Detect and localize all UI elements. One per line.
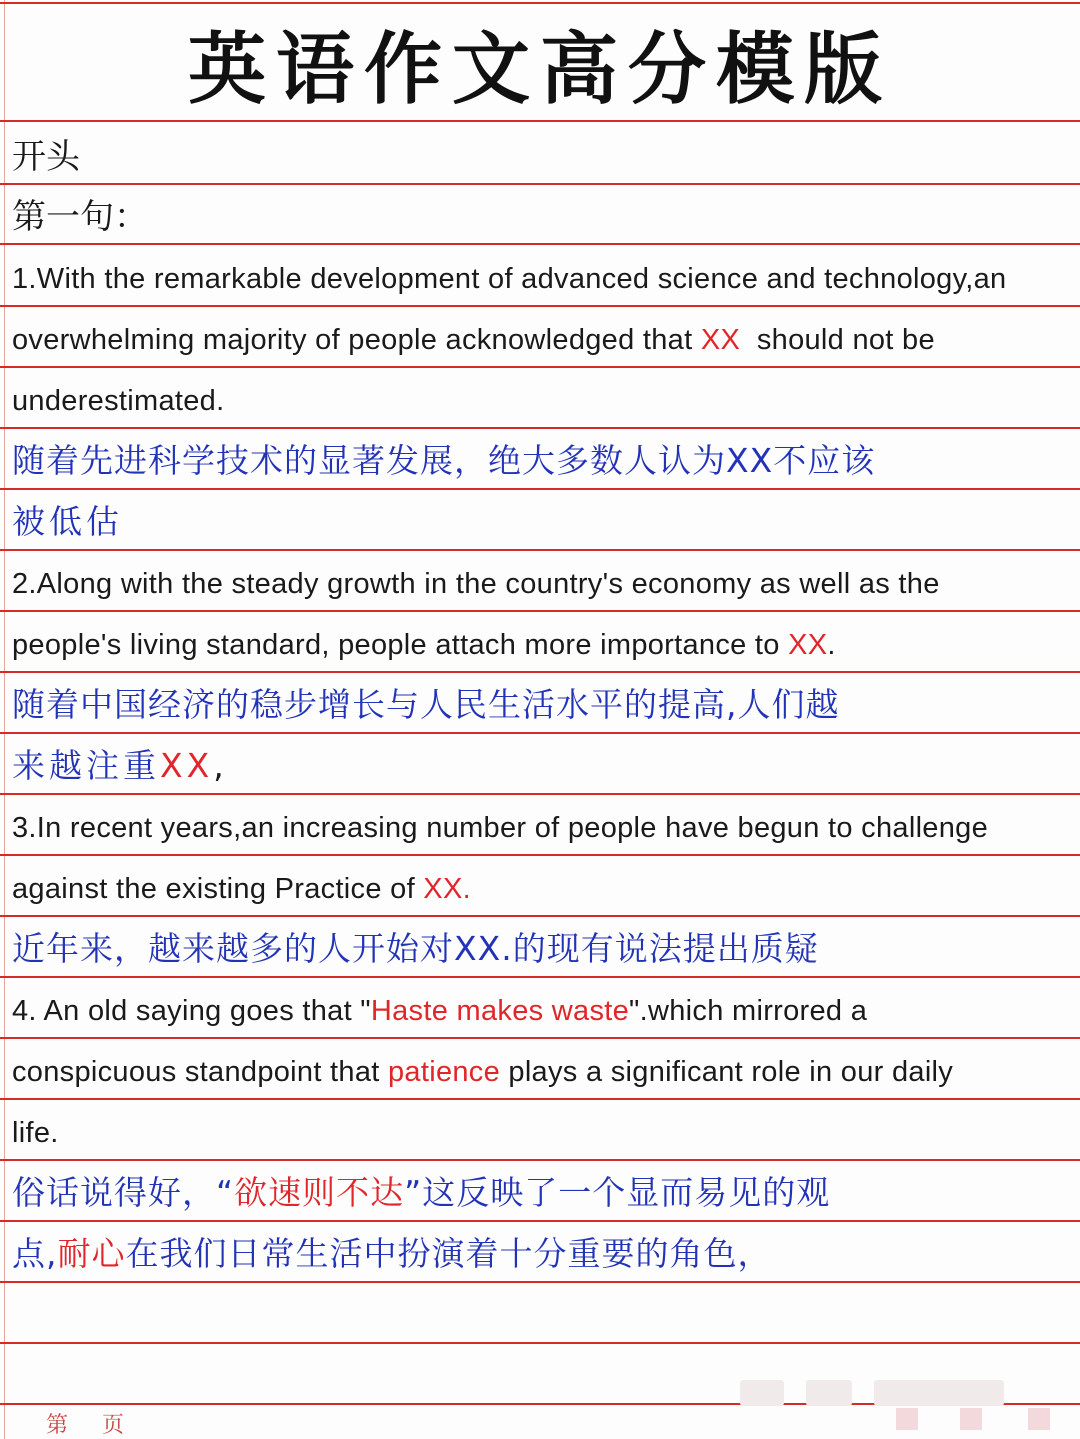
- item-2-english-line-1: 2.Along with the steady growth in the country's economy as well as the: [12, 568, 940, 600]
- section-heading: 开头: [12, 137, 80, 177]
- watermark: [806, 1380, 852, 1406]
- placeholder-xx: XX: [160, 746, 214, 785]
- highlight-patience-zh: 耐心: [57, 1234, 126, 1273]
- item-2-english-line-2: people's living standard, people attach more importance to XX.: [12, 629, 836, 661]
- rule-line: [0, 1342, 1080, 1344]
- item-1-english-line-1: 1.With the remarkable development of advanced science and technology,an: [12, 263, 1007, 295]
- item-3-english-line-1: 3.In recent years,an increasing number of people have begun to challenge: [12, 812, 989, 844]
- watermark: [896, 1408, 918, 1430]
- item-3-chinese-line-1: 近年来，越来越多的人开始对XX.的现有说法提出质疑: [12, 929, 819, 968]
- subsection-heading: 第一句：: [12, 197, 148, 237]
- rule-line: [0, 120, 1080, 122]
- page-footer: [46, 1408, 158, 1439]
- footer-ye: 页: [102, 1413, 125, 1438]
- item-4-chinese-line-2: 点,耐心在我们日常生活中扮演着十分重要的角色，: [12, 1234, 772, 1273]
- placeholder-xx: XX: [423, 873, 463, 905]
- quoted-saying: Haste makes waste: [370, 995, 630, 1027]
- highlight-patience: patience: [387, 1056, 501, 1088]
- rule-line: [0, 2, 1080, 4]
- footer-di: 第: [46, 1413, 69, 1438]
- page-title: 英语作文高分模版: [187, 24, 892, 115]
- item-1-english-line-2: overwhelming majority of people acknowledged that XX should not be: [12, 324, 935, 356]
- watermark: [1028, 1408, 1050, 1430]
- item-4-english-line-2: conspicuous standpoint that patience plays a significant role in our daily: [12, 1056, 954, 1088]
- quoted-saying-zh: 欲速则不达: [234, 1173, 405, 1212]
- item-1-chinese-line-1: 随着先进科学技术的显著发展，绝大多数人认为XX不应该: [12, 441, 876, 480]
- item-2-chinese-line-1: 随着中国经济的稳步增长与人民生活水平的提高,人们越: [12, 685, 840, 724]
- item-2-chinese-line-2: 来越注重XX,: [12, 746, 228, 785]
- item-4-english-line-1: 4. An old saying goes that "Haste makes waste".which mirrored a: [12, 995, 868, 1027]
- item-4-chinese-line-1: 俗话说得好，“欲速则不达”这反映了一个显而易见的观: [12, 1173, 831, 1212]
- placeholder-xx: XX: [700, 324, 741, 356]
- margin-line: [4, 0, 5, 1439]
- item-4-english-line-3: life.: [12, 1117, 59, 1149]
- placeholder-xx: XX: [788, 629, 828, 661]
- item-1-english-line-3: underestimated.: [12, 385, 225, 417]
- item-1-chinese-line-2: 被低估: [12, 502, 123, 541]
- item-3-english-line-2: against the existing Practice of XX.: [12, 873, 471, 905]
- watermark: [874, 1380, 1004, 1406]
- watermark: [740, 1380, 784, 1406]
- watermark: [960, 1408, 982, 1430]
